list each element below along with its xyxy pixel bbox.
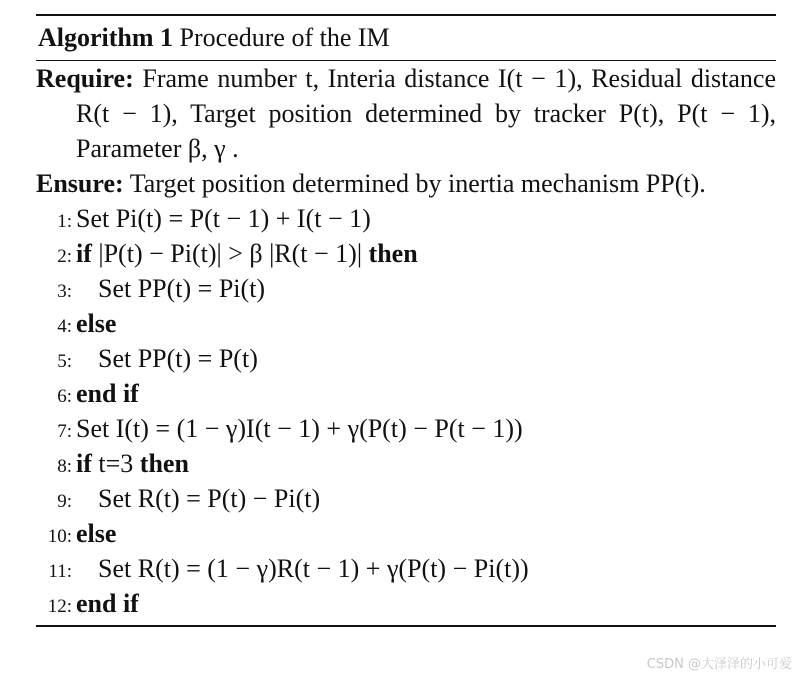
line-number: 6:: [57, 386, 72, 407]
line-keyword: else: [76, 519, 117, 548]
watermark: CSDN @大泽泽的小可爱: [646, 657, 792, 672]
line-text: |P(t) − Pi(t)| > β |R(t − 1)|: [98, 239, 363, 268]
line-text: t=3: [98, 449, 134, 478]
line-body: [76, 376, 139, 411]
line-body: [76, 411, 523, 446]
line-body: [76, 446, 189, 481]
algorithm-line: [36, 376, 776, 411]
algorithm-lines: [36, 201, 776, 621]
line-number: 8:: [57, 456, 72, 477]
ensure-label: Ensure:: [36, 169, 124, 198]
line-keyword: end if: [76, 589, 139, 618]
ensure-text: Target position determined by inertia mechanism PP(t).: [129, 169, 706, 198]
line-body: [76, 586, 139, 621]
algorithm-line: [36, 236, 776, 271]
line-number: 1:: [57, 211, 72, 232]
algorithm-line: [36, 411, 776, 446]
line-text: Set PP(t) = Pi(t): [98, 274, 266, 303]
line-text: Set I(t) = (1 − γ)I(t − 1) + γ(P(t) − P(t − 1)): [76, 414, 523, 443]
line-number: 10:: [47, 526, 72, 547]
algorithm-line: [36, 306, 776, 341]
caption-title: Procedure of the IM: [179, 23, 390, 52]
line-body: [76, 236, 418, 271]
line-keyword-then: then: [139, 449, 189, 478]
line-number: 5:: [57, 351, 72, 372]
algorithm-line: [36, 201, 776, 236]
line-body: [76, 481, 320, 516]
require-label: Require:: [36, 64, 134, 93]
line-number: 9:: [57, 491, 72, 512]
line-body: [76, 201, 371, 236]
algorithm-block: [36, 14, 776, 627]
algorithm-caption: [36, 16, 776, 60]
line-body: [76, 341, 258, 376]
require-text: Frame number t, Interia distance I(t − 1), Residual distance R(t − 1), Target position determined by tracker P(t), P(t − 1), Parameter β, γ .: [76, 64, 777, 163]
line-keyword-then: then: [368, 239, 418, 268]
bottom-rule: [36, 625, 776, 627]
require-block: [36, 61, 776, 166]
line-number: 12:: [47, 596, 72, 617]
line-number: 4:: [57, 316, 72, 337]
algorithm-line: [36, 446, 776, 481]
line-number: 3:: [57, 281, 72, 302]
algorithm-line: [36, 341, 776, 376]
algorithm-line: [36, 551, 776, 586]
algorithm-line: [36, 481, 776, 516]
line-text: Set R(t) = P(t) − Pi(t): [98, 484, 321, 513]
line-keyword: end if: [76, 379, 139, 408]
line-body: [76, 551, 529, 586]
line-keyword: if: [76, 239, 92, 268]
algorithm-line: [36, 271, 776, 306]
line-number: 7:: [57, 421, 72, 442]
line-keyword: else: [76, 309, 117, 338]
ensure-block: [36, 166, 776, 201]
line-body: [76, 271, 265, 306]
line-body: [76, 306, 116, 341]
line-keyword: if: [76, 449, 92, 478]
line-text: Set Pi(t) = P(t − 1) + I(t − 1): [76, 204, 371, 233]
line-number: 11:: [48, 561, 72, 582]
line-text: Set PP(t) = P(t): [98, 344, 258, 373]
line-body: [76, 516, 116, 551]
caption-label: Algorithm 1: [38, 23, 174, 52]
line-text: Set R(t) = (1 − γ)R(t − 1) + γ(P(t) − Pi(t)): [98, 554, 529, 583]
algorithm-line: [36, 586, 776, 621]
algorithm-line: [36, 516, 776, 551]
line-number: 2:: [57, 246, 72, 267]
